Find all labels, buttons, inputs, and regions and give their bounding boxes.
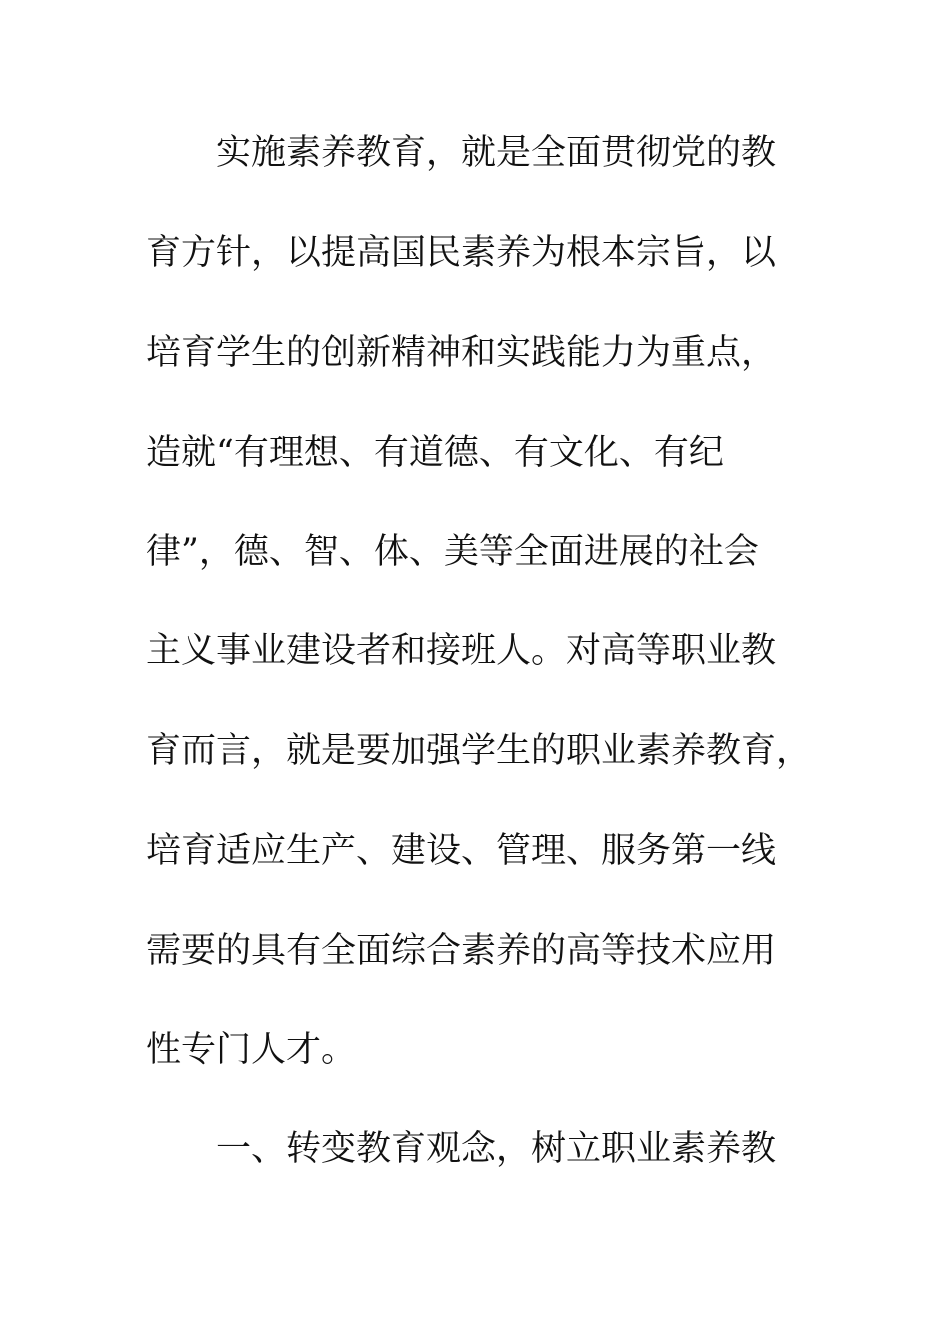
paragraph-line: 培育学生的创新精神和实践能力为重点， <box>146 333 777 373</box>
paragraph-line: 培育适应生产、建设、管理、服务第一线 <box>146 831 777 871</box>
paragraph-line: 育而言，就是要加强学生的职业素养教育， <box>146 731 812 771</box>
paragraph-line: 实施素养教育，就是全面贯彻党的教 <box>216 133 777 173</box>
paragraph-line: 律”，德、智、体、美等全面进展的社会 <box>146 532 759 572</box>
paragraph-line: 主义事业建设者和接班人。对高等职业教 <box>146 631 777 671</box>
paragraph-line: 需要的具有全面综合素养的高等技术应用 <box>146 931 777 971</box>
paragraph-line: 性专门人才。 <box>146 1030 357 1070</box>
paragraph-line: 育方针，以提高国民素养为根本宗旨，以 <box>146 233 777 273</box>
paragraph-line: 造就“有理想、有道德、有文化、有纪 <box>146 433 724 473</box>
section-heading: 一、转变教育观念，树立职业素养教 <box>216 1129 777 1169</box>
